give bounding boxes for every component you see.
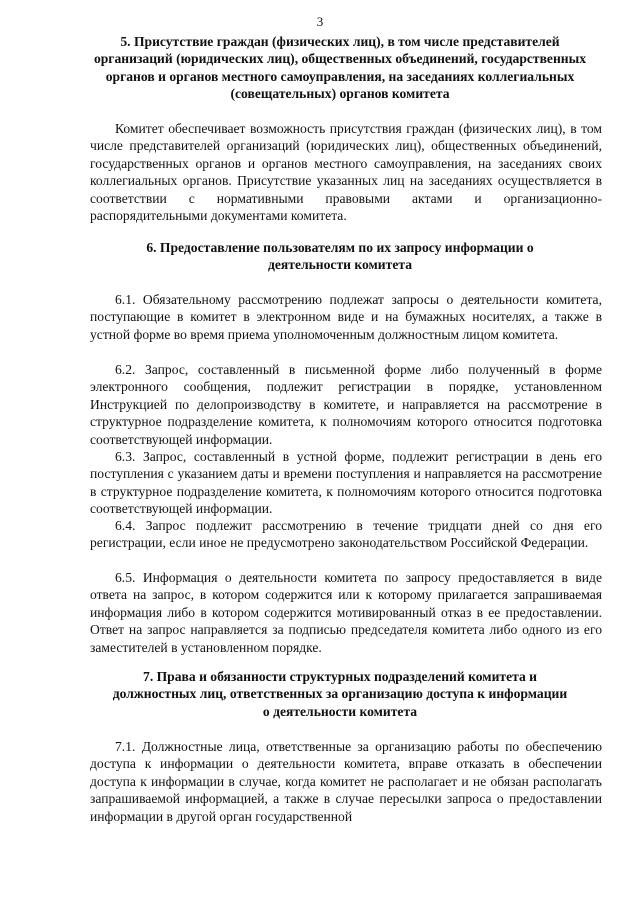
section-5-paragraph: Комитет обеспечивает возможность присутствия граждан (физических лиц), в том числе представителей организаций (юридических лиц), общественных объединений, государственных органов и органов местного самоуправления, на заседаниях своих коллегиальных органов. Присутствие указанных лиц на заседаниях осуществляется в соответствии с нормативными правовыми актами и организационно-распорядительными документами комитета. [90,121,602,224]
page-number: 3 [316,14,324,29]
paragraph-6-3: 6.3. Запрос, составленный в устной форме, подлежит регистрации в день его поступления с указанием даты и времени поступления и направляется на рассмотрение в структурное подразделение комитета, к полномочиям которого относится подготовка соответствующей информации. [90,449,602,517]
paragraph-6-1: 6.1. Обязательному рассмотрению подлежат запросы о деятельности комитета, поступающие в комитет в электронном виде и на бумажных носителях, а также в устной форме во время приема уполномоченным должностным лицом комитета. [90,292,602,342]
section-6-heading: 6. Предоставление пользователям по их запросу информации о деятельности комитета [146,240,534,273]
paragraph-6-4: 6.4. Запрос подлежит рассмотрению в течение тридцати дней со дня его регистрации, если иное не предусмотрено законодательством Российской Федерации. [90,518,602,551]
paragraph-6-2: 6.2. Запрос, составленный в письменной форме либо полученный в форме электронного сообщения, подлежит регистрации в порядке, установленном Инструкцией по делопроизводству в комитете, и направляется на рассмотрение в структурное подразделение комитета, к полномочиям которого относится подготовка соответствующей информации. [90,362,602,447]
paragraph-6-5: 6.5. Информация о деятельности комитета по запросу предоставляется в виде ответа на запрос, в котором содержится или к которому прилагается запрашиваемая информация либо в котором содержится мотивированный отказ в ее предоставлении. Ответ на запрос направляется за подписью председателя комитета либо одного из его заместителей в установленном порядке. [90,570,602,655]
section-7-heading: 7. Права и обязанности структурных подразделений комитета и должностных лиц, ответственных за организацию доступа к информации о деятельности комитета [112,669,568,719]
section-5-heading: 5. Присутствие граждан (физических лиц), в том числе представителей организаций (юридических лиц), общественных объединений, государственных органов и органов местного самоуправления, на заседаниях коллегиальных (совещательных) органов комитета [93,34,587,102]
paragraph-7-1: 7.1. Должностные лица, ответственные за организацию работы по обеспечению доступа к информации о деятельности комитета, вправе отказать в обеспечении доступа к информации в случае, когда комитет не располагает и не обязан располагать запрашиваемой информацией, а также в случае пересылки запроса о предоставлении информации в другой орган государственной [90,739,602,824]
